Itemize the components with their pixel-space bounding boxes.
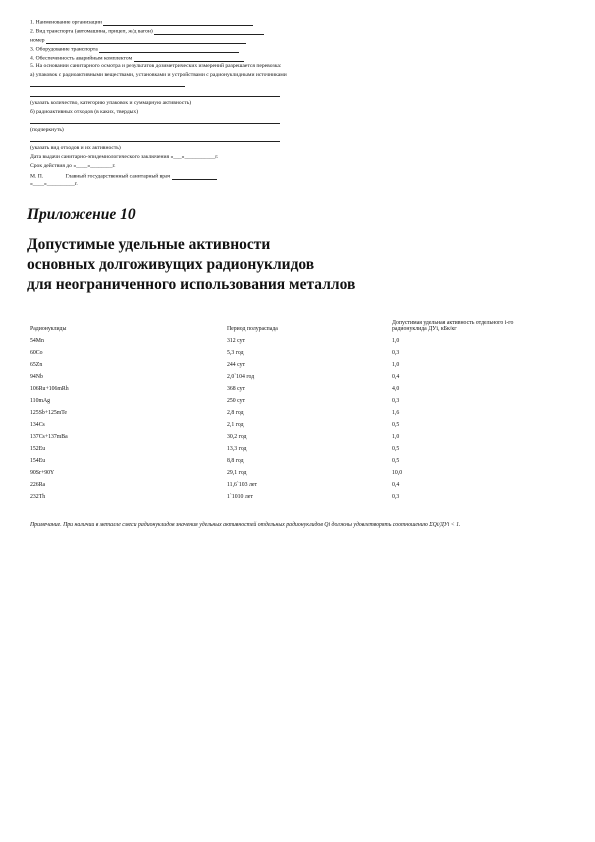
header-radionuclides: Радионуклиды [30,326,67,332]
table-row [30,332,532,344]
underline [30,90,280,97]
form-line-2 [30,28,430,35]
table-row [30,428,532,440]
form-line-2b-text: номер [30,37,45,44]
underline [134,55,244,62]
form-note-a: (указать количество, категорию упаковок и суммарную активность) [30,100,192,106]
appendix-heading: Приложение 10 [27,206,136,223]
radionuclide-cell: 137Cs+137mBa [30,434,68,440]
form-line-5b: б) радиоактивных отходов (в каких, твердых) [30,109,139,115]
form-line-2b [30,37,430,44]
half-life-cell: 312 сут [227,338,246,344]
radionuclide-cell: 54Mn [30,338,44,344]
underline [172,173,217,180]
underline [99,46,239,53]
table-row [30,368,532,380]
half-life-cell: 1`1010 лет [227,494,253,500]
header-half-life: Период полураспада [227,326,278,332]
header-activity: Допустимая удельная активность отдельного i-го радионуклида ДУi, кБк/кг [392,320,514,332]
activity-cell: 10,0 [392,470,403,476]
half-life-cell: 368 сут [227,386,246,392]
table-row [30,380,532,392]
table-note: Примечание. При наличии в металле смеси радионуклидов значения удельных активностей отдельных радионуклидов Qi должны удовлетворять соотношению ΣQi/ДУi < 1. [30,522,461,528]
half-life-cell: 2,0`104 год [227,374,255,380]
title-line: Допустимые удельные активности [27,236,271,253]
half-life-cell: 2,1 год [227,422,244,428]
underline [30,80,185,87]
radionuclide-cell: 110mAg [30,398,51,404]
form-line-4 [30,55,430,62]
activity-cell: 1,6 [392,410,400,416]
half-life-cell: 2,8 год [227,410,244,416]
half-life-cell: 244 сут [227,362,246,368]
activity-cell: 0,5 [392,422,400,428]
sign-line-text: М. П. Главный государственный санитарный врач [30,173,171,180]
half-life-cell: 30,2 год [227,434,247,440]
activity-cell: 0,5 [392,458,400,464]
form-line-2-text: 2. Вид транспорта (автомашина, прицеп, ж/д вагон) [30,28,153,35]
radionuclide-cell: 94Nb [30,374,43,380]
page-title [27,235,355,295]
half-life-cell: 13,3 год [227,446,247,452]
activity-cell: 1,0 [392,362,400,368]
radionuclide-cell: 226Ra [30,482,46,488]
radionuclide-cell: 106Ru+106mRh [30,386,69,392]
underline [154,28,264,35]
table-row [30,344,532,356]
activity-cell: 0,5 [392,446,400,452]
half-life-cell: 5,3 год [227,350,244,356]
half-life-cell: 11,6`103 лет [227,482,258,488]
blank-line [30,90,430,97]
sign-date: «____»__________г. [30,181,78,187]
blank-line [30,80,430,87]
form-line-3-text: 3. Оборудование транспорта [30,46,98,53]
radionuclide-cell: 134Cs [30,422,45,428]
radionuclide-table [30,312,532,500]
title-line: основных долгоживущих радионуклидов [27,256,315,273]
underline [103,19,253,26]
half-life-cell: 29,1 год [227,470,247,476]
radionuclide-cell: 232Th [30,494,46,500]
activity-cell: 4,0 [392,386,400,392]
table-row [30,416,532,428]
underline [30,135,280,142]
activity-cell: 0,3 [392,398,400,404]
sign-line [30,173,430,180]
radionuclide-cell: 60Co [30,350,43,356]
activity-cell: 0,4 [392,374,400,380]
form-note-b2: (указать вид отходов и их активность) [30,145,121,151]
blank-line [30,135,430,142]
issue-date: Дата выдачи санитарно-эпидемиологического заключения «___»___________г. [30,154,219,160]
half-life-cell: 250 сут [227,398,246,404]
blank-line [30,117,430,124]
radionuclide-cell: 152Eu [30,446,46,452]
table-row [30,440,532,452]
table-header-row [30,312,532,332]
activity-cell: 1,0 [392,338,400,344]
table-row [30,452,532,464]
form-line-1-text: 1. Наименование организации [30,19,102,26]
title-line: для неограниченного использования металлов [27,276,356,293]
radionuclide-cell: 154Eu [30,458,46,464]
activity-cell: 0,3 [392,494,400,500]
form-line-5a: а) упаковок с радиоактивными веществами, установками и устройствами с радионуклидными источниками [30,72,287,78]
radionuclide-cell: 125Sb+125mTe [30,410,68,416]
underline [30,117,280,124]
activity-cell: 0,3 [392,350,400,356]
table-row [30,488,532,500]
form-line-4-text: 4. Обеспеченность аварийным комплектом [30,55,133,62]
form-line-3 [30,46,430,53]
form-note-b1: (подчеркнуть) [30,127,64,133]
activity-cell: 0,4 [392,482,400,488]
table-row [30,464,532,476]
table-body [30,332,532,500]
table-row [30,356,532,368]
form-line-1 [30,19,430,26]
table-row [30,392,532,404]
radionuclide-cell: 90Sr+90Y [30,470,55,476]
form-line-5: 5. На основании санитарного осмотра и результатов дозиметрических измерений разрешается перевозка: [30,63,282,69]
activity-cell: 1,0 [392,434,400,440]
underline [46,37,246,44]
table-row [30,476,532,488]
radionuclide-cell: 65Zn [30,362,43,368]
table-row [30,404,532,416]
half-life-cell: 8,8 год [227,458,244,464]
valid-until: Срок действия до «____»________г. [30,163,116,169]
